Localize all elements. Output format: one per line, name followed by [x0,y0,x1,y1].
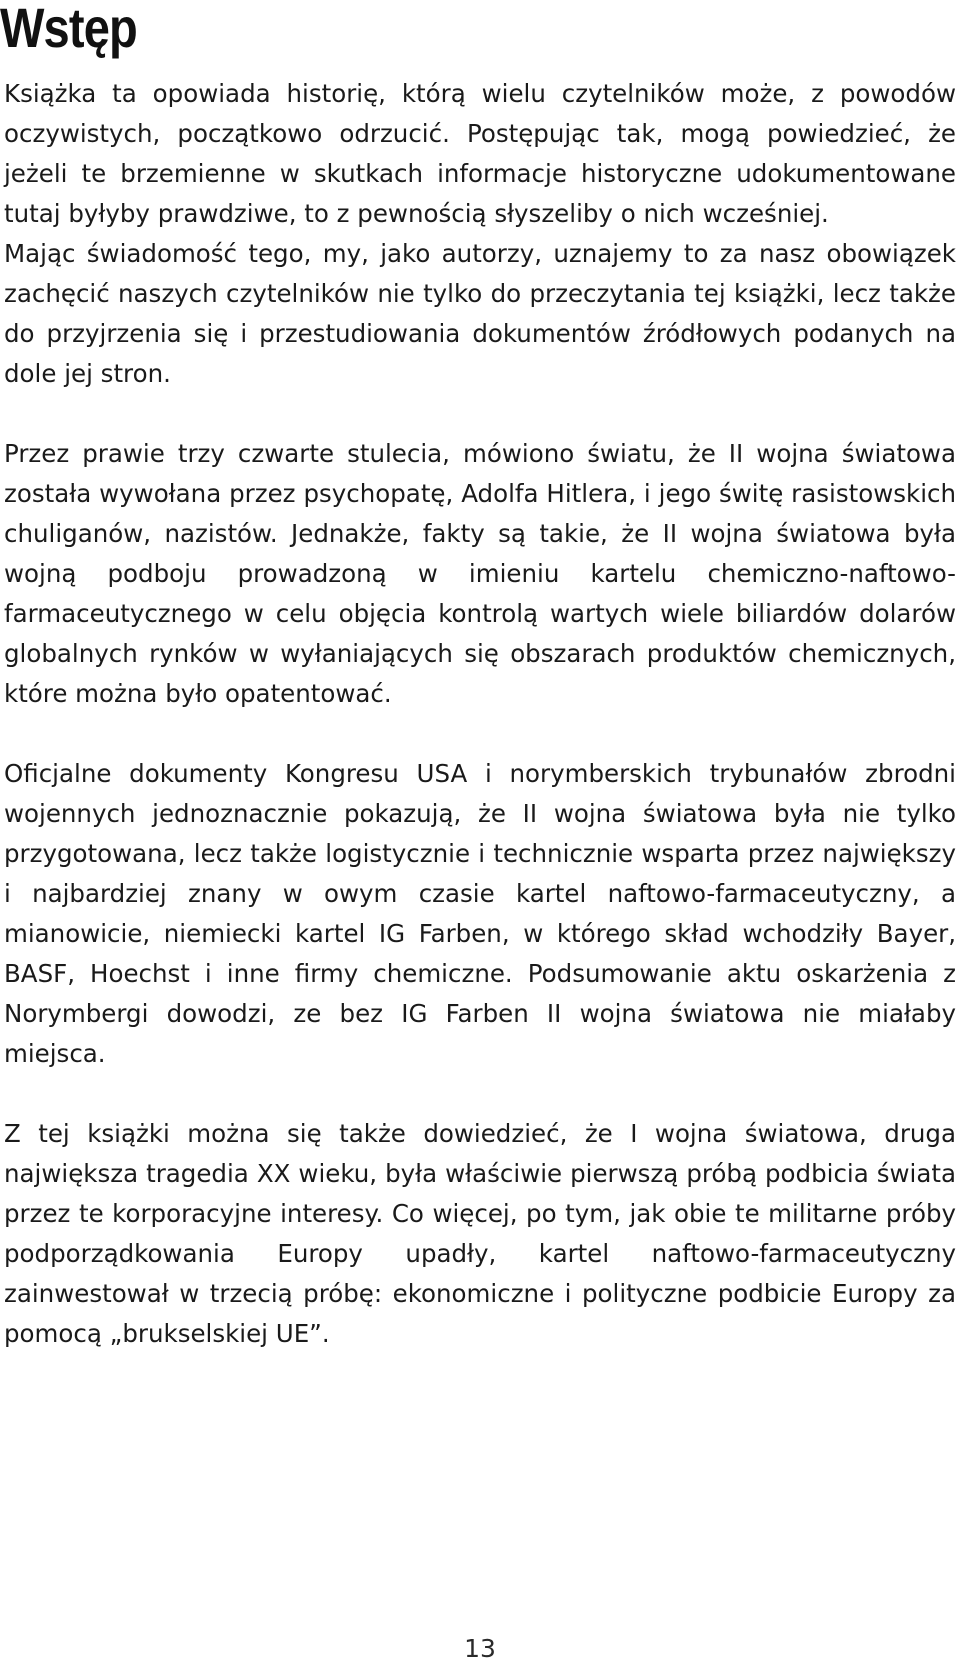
paragraph-3: Przez prawie trzy czwarte stulecia, mówiono światu, że II wojna światowa została wywołana przez psychopatę, Adolfa Hitlera, i jego świtę rasistowskich chuliganów, nazistów. Jednakże, fakty są takie, że II wojna światowa była wojną podboju prowadzoną w imieniu kartelu chemiczno-naftowo-farmaceutycznego w celu objęcia kontrolą wartych wiele biliardów dolarów globalnych rynków w wyłaniających się obszarach produktów chemicznych, które można było opatentować. [4,439,956,708]
paragraph-5: Z tej książki można się także dowiedzieć, że I wojna światowa, druga największa tragedia XX wieku, była właściwie pierwszą próbą podbicia świata przez te korporacyjne interesy. Co więcej, po tym, jak obie te militarne próby podporządkowania Europy upadły, kartel naftowo-farmaceutyczny zainwestował w trzecią próbę: ekonomiczne i polityczne podbicie Europy za pomocą „brukselskiej UE”. [4,1119,956,1348]
page-number: 13 [464,1634,496,1663]
paragraph-1: Książka ta opowiada historię, którą wielu czytelników może, z powodów oczywistych, początkowo odrzucić. Postępując tak, mogą powiedzieć, że jeżeli te brzemienne w skutkach informacje historyczne udokumentowane tutaj byłyby prawdziwe, to z pewnością słyszeliby o nich wcześniej. [4,79,956,228]
paragraph-2: Mając świadomość tego, my, jako autorzy, uznajemy to za nasz obowiązek zachęcić naszych czytelników nie tylko do przeczytania tej książki, lecz także do przyjrzenia się i przestudiowania dokumentów źródłowych podanych na dole jej stron. [4,239,956,388]
chapter-title: Wstęp [0,0,137,59]
paragraph-4: Oficjalne dokumenty Kongresu USA i norymberskich trybunałów zbrodni wojennych jednoznacznie pokazują, że II wojna światowa była nie tylko przygotowana, lecz także logistycznie i technicznie wsparta przez największy i najbardziej znany w owym czasie kartel naftowo-farmaceutyczny, a mianowicie, niemiecki kartel IG Farben, w którego skład wchodziły Bayer, BASF, Hoechst i inne firmy chemiczne. Podsumowanie aktu oskarżenia z Norymbergi dowodzi, ze bez IG Farben II wojna światowa nie miałaby miejsca. [4,759,956,1068]
body-text [4,74,956,1354]
